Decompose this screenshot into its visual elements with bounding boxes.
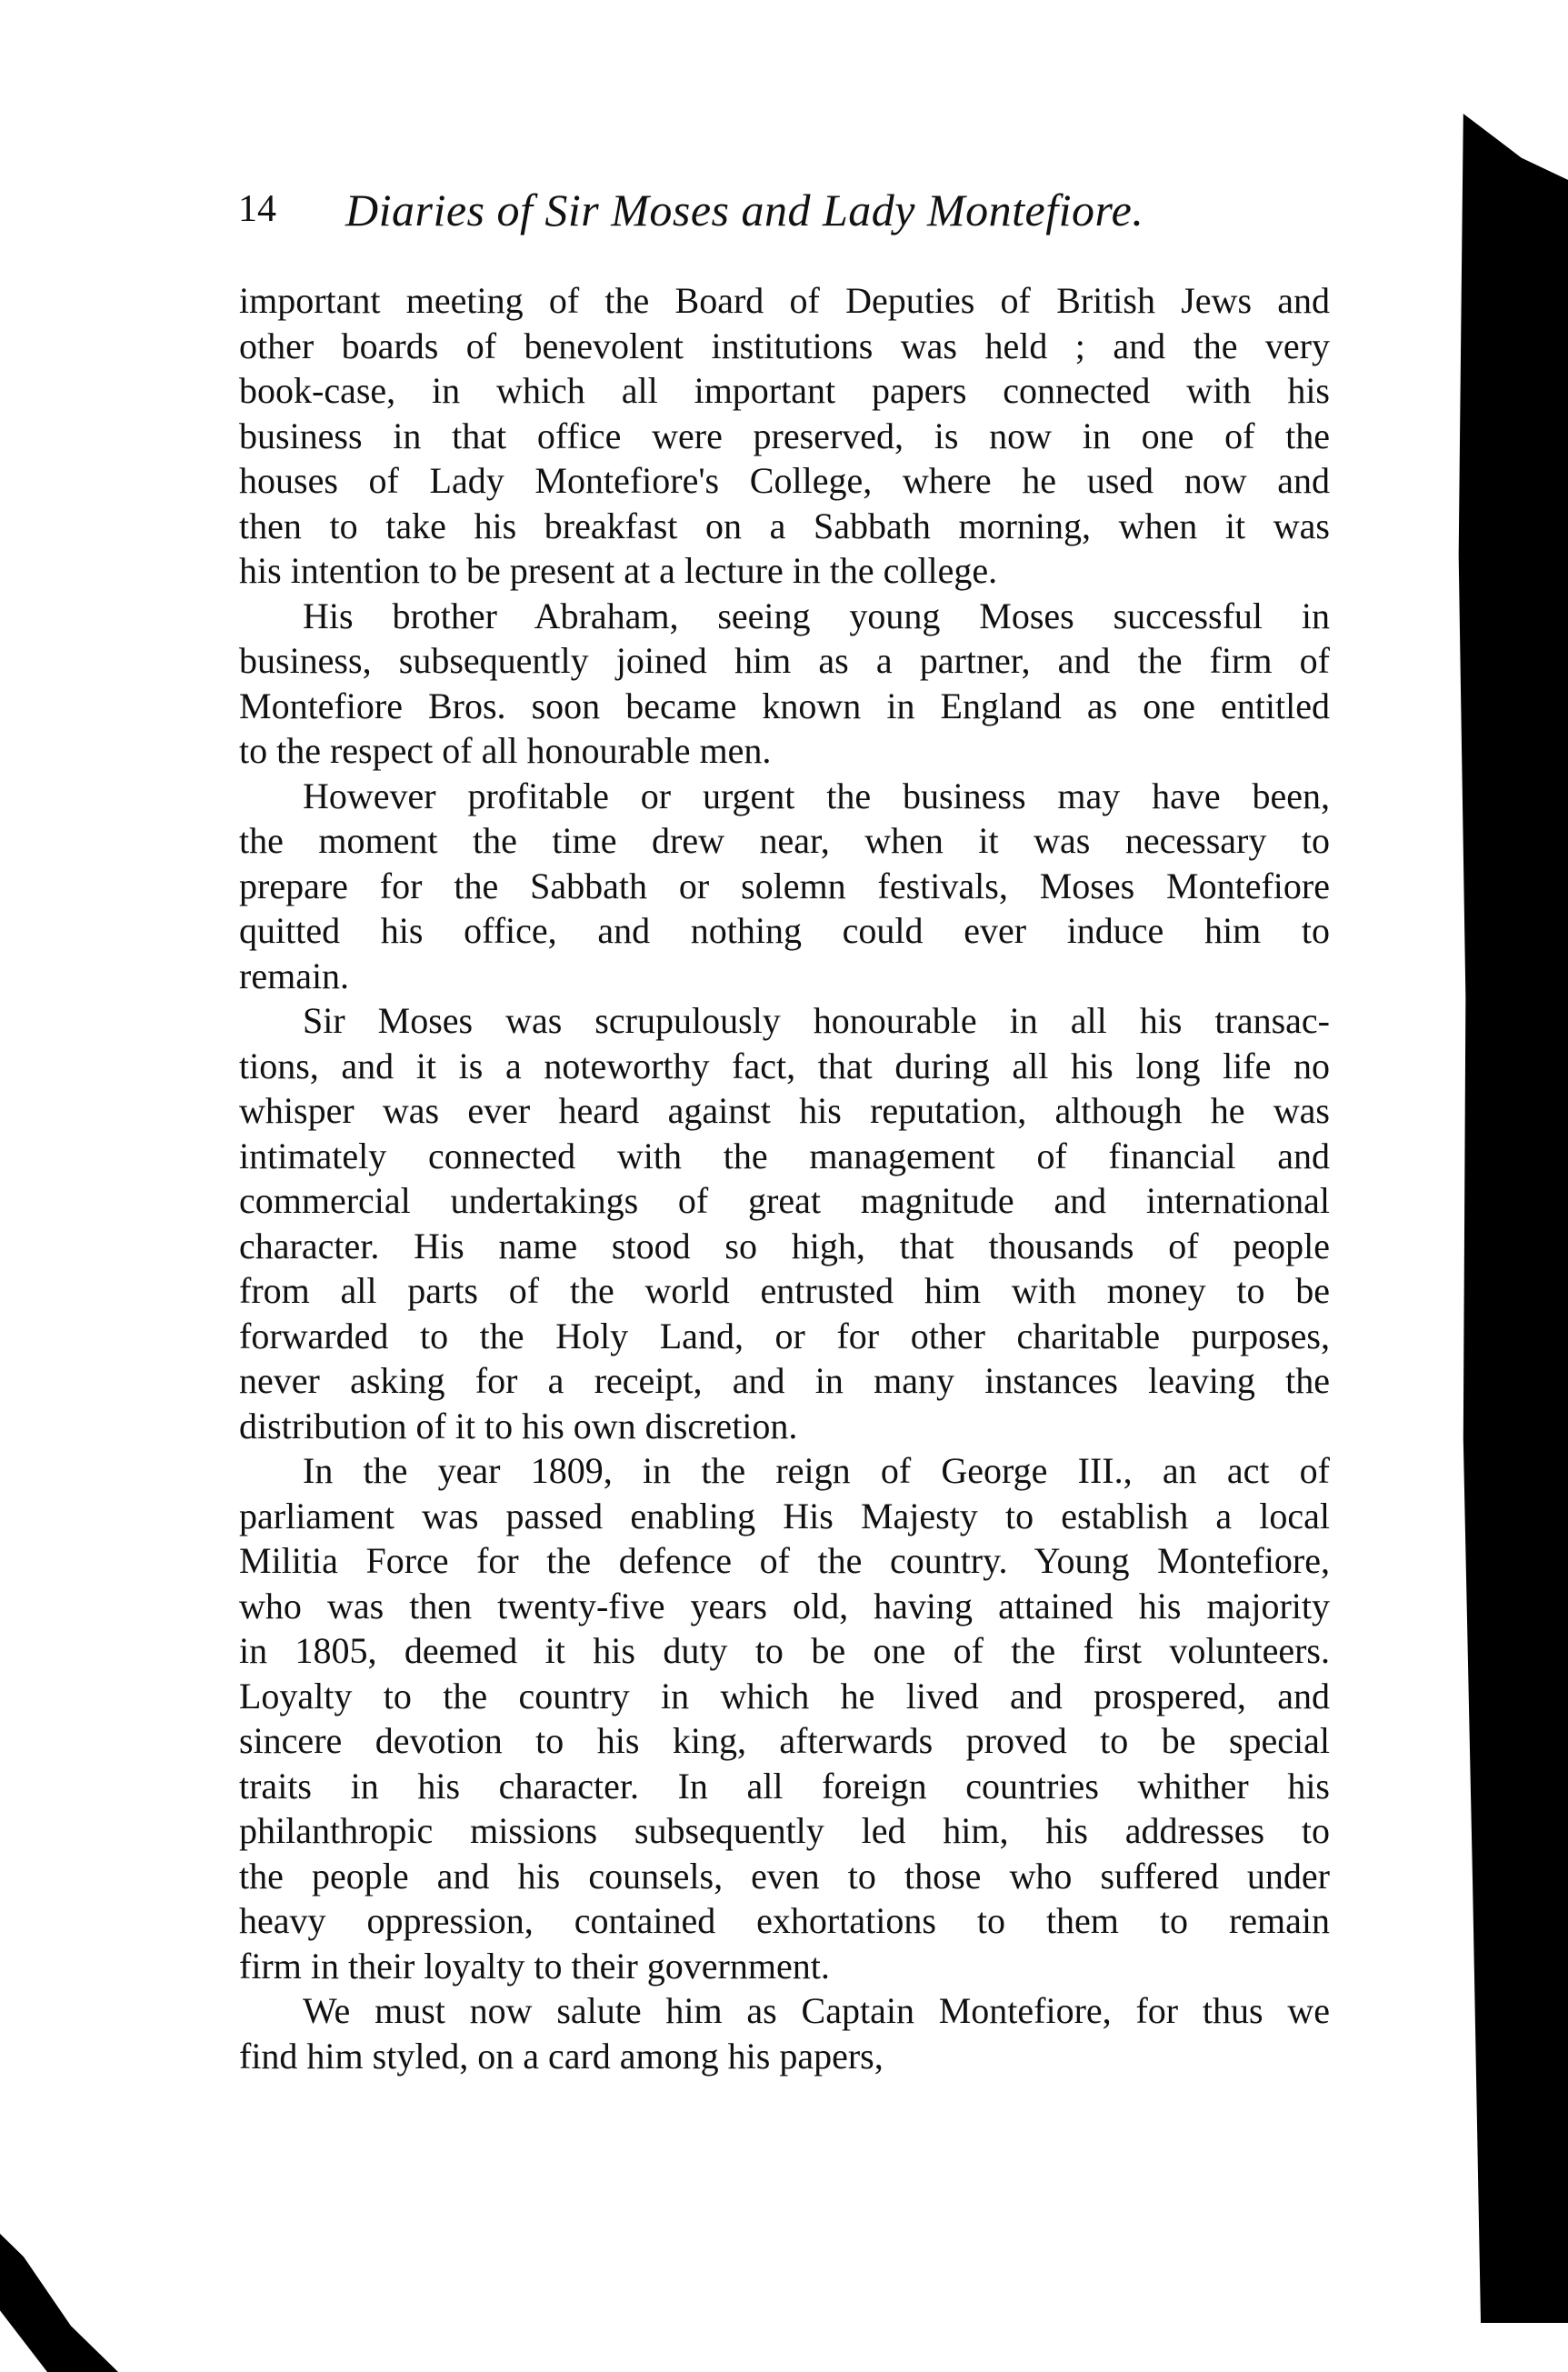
text-line: commercial undertakings of great magnitude and international <box>239 1180 1330 1221</box>
text-line: find him styled, on a card among his papers, <box>239 2035 884 2077</box>
page-number: 14 <box>238 188 276 230</box>
text-line: then to take his breakfast on a Sabbath morning, when it was <box>239 505 1330 546</box>
scan-edge-shadow <box>1452 114 1568 2323</box>
text-line: the moment the time drew near, when it was necessary to <box>239 820 1330 861</box>
text-line: firm in their loyalty to their government. <box>239 1945 830 1987</box>
text-line: tions, and it is a noteworthy fact, that during all his long life no <box>239 1045 1330 1086</box>
text-line: business in that office were preserved, is now in one of the <box>239 415 1330 456</box>
running-header <box>238 187 1329 242</box>
text-line: other boards of benevolent institutions was held ; and the very <box>239 325 1330 366</box>
text-line: never asking for a receipt, and in many instances leaving the <box>239 1360 1330 1401</box>
text-line: philanthropic missions subsequently led him, his addresses to <box>239 1810 1330 1851</box>
text-line: However profitable or urgent the business may have been, <box>303 775 1330 816</box>
text-line: In the year 1809, in the reign of George III., an act of <box>303 1450 1330 1491</box>
text-line: quitted his office, and nothing could ever induce him to <box>239 910 1330 951</box>
text-line: who was then twenty-five years old, having attained his majority <box>239 1585 1330 1626</box>
text-line: from all parts of the world entrusted him with money to be <box>239 1270 1330 1311</box>
text-line: remain. <box>239 955 350 996</box>
text-line: character. His name stood so high, that thousands of people <box>239 1225 1330 1266</box>
text-line: forwarded to the Holy Land, or for other charitable purposes, <box>239 1315 1330 1356</box>
text-line: business, subsequently joined him as a partner, and the firm of <box>239 640 1330 681</box>
text-line: His brother Abraham, seeing young Moses successful in <box>303 595 1330 636</box>
scan-corner-artifact <box>0 2218 118 2372</box>
text-line: Loyalty to the country in which he lived and prospered, and <box>239 1675 1330 1716</box>
page-body-text <box>239 278 1330 2078</box>
text-line: Sir Moses was scrupulously honourable in all his transac- <box>303 1000 1330 1041</box>
text-line: parliament was passed enabling His Majesty to establish a local <box>239 1495 1330 1536</box>
text-line: to the respect of all honourable men. <box>239 730 772 771</box>
text-line: traits in his character. In all foreign countries whither his <box>239 1765 1330 1807</box>
text-line: important meeting of the Board of Deputies of British Jews and <box>239 280 1330 321</box>
text-line: We must now salute him as Captain Montefiore, for thus we <box>303 1990 1330 2031</box>
text-line: the people and his counsels, even to those who suffered under <box>239 1855 1330 1897</box>
text-line: intimately connected with the management of financial and <box>239 1135 1330 1176</box>
text-line: whisper was ever heard against his reputation, although he was <box>239 1090 1330 1131</box>
text-line: book-case, in which all important papers connected with his <box>239 370 1330 411</box>
text-line: sincere devotion to his king, afterwards proved to be special <box>239 1720 1330 1761</box>
running-title: Diaries of Sir Moses and Lady Montefiore. <box>345 185 1144 235</box>
text-line: his intention to be present at a lecture in the college. <box>239 550 998 591</box>
text-line: heavy oppression, contained exhortations to them to remain <box>239 1900 1330 1941</box>
text-line: houses of Lady Montefiore's College, where he used now and <box>239 460 1330 501</box>
text-line: in 1805, deemed it his duty to be one of the first volunteers. <box>239 1630 1330 1671</box>
text-line: Militia Force for the defence of the country. Young Montefiore, <box>239 1540 1330 1581</box>
text-line: distribution of it to his own discretion. <box>239 1405 798 1446</box>
text-line: prepare for the Sabbath or solemn festivals, Moses Montefiore <box>239 865 1330 906</box>
text-line: Montefiore Bros. soon became known in England as one entitled <box>239 685 1330 726</box>
